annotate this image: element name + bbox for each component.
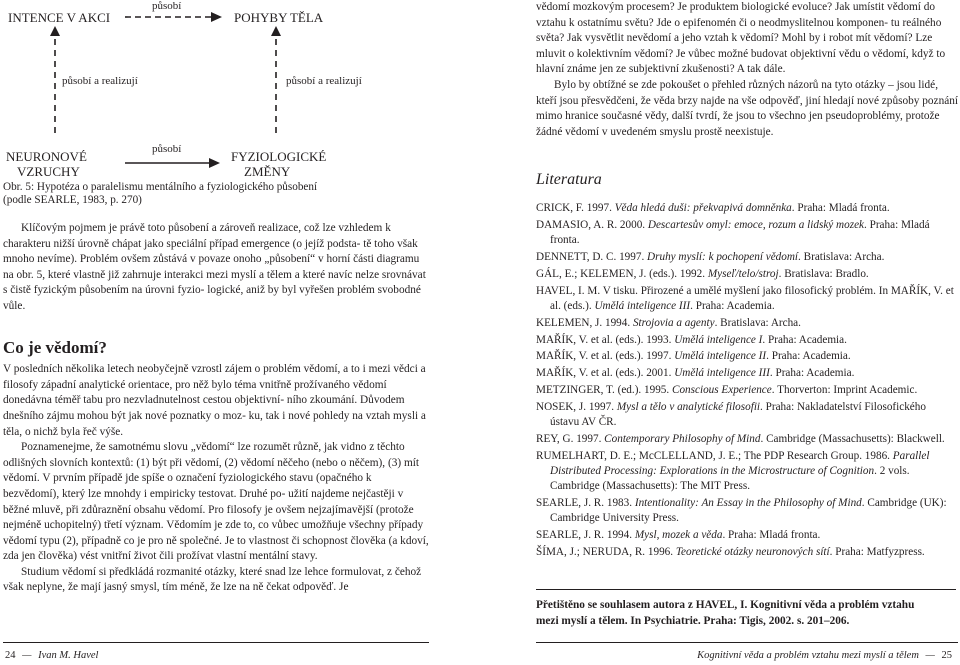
reference-entry: KELEMEN, J. 1994. Strojovia a agenty. Bratislava: Archa.: [536, 316, 801, 329]
diagram-node-intentions: INTENCE V AKCI: [8, 10, 111, 25]
reference-entry: MAŘÍK, V. et al. (eds.). 1997. Umělá inteligence II. Praha: Academia.: [536, 350, 851, 363]
paragraph: vědomí mozkovým procesem? Je produktem biologické evoluce? Jak umístit vědomí do vztahu k ostatnímu světu? Jde o epifenomén či o neodmyslitelnou komponen- tu reálného světa? Jak vysvětlit nevědomí a jeho vztah k vědomí? Mohl by i robot mít vědomí? Lze mluvit o kolektivním vědomí? Je vůbec možné budovat objektivní vědu o vědomí, když to hlavní známe jen ze subjektivní zkušenosti? A tak dále.: [536, 1, 946, 76]
diagram-left-side-label: působí a realizují: [62, 75, 138, 87]
footer-rule-left: [3, 642, 429, 643]
figure-caption: Obr. 5: Hypotéza o paralelismu mentálního a fyziologického působení (podle SEARLE, 1983, p. 270): [3, 181, 318, 206]
diagram-node-body-movements: POHYBY TĚLA: [234, 10, 324, 25]
diagram-node-physiological-changes: FYZIOLOGICKÉ ZMĚNY: [231, 149, 327, 179]
reference-entry: METZINGER, T. (ed.). 1995. Conscious Experience. Thorverton: Imprint Academic.: [536, 384, 918, 397]
reference-entry: MAŘÍK, V. et al. (eds.). 2001. Umělá inteligence III. Praha: Academia.: [536, 367, 855, 380]
footer-left: 24 — Ivan M. Havel: [5, 650, 99, 661]
paragraph: V posledních několika letech neobyčejně vzrostl zájem o problém vědomí, a to i mezi vědci a filosofy západní analytické orientace, pro něž bylo téma vnitřně prožívaného vědomí donedávna téměř tabu pro nezvladnutelnost cestou objektivní- ního zkoumání. Důvodem dnešního zájmu mohou být jak nové poznatky o moz- ku, tak i nové pohledy na vztah mysli a těla, o nichž byla řeč výše.: [3, 363, 426, 438]
page-number-left: 24: [5, 650, 16, 661]
right-column: [536, 0, 960, 140]
top-arrowhead: [211, 12, 222, 22]
literature-heading: Literatura: [536, 171, 602, 188]
reference-entry: SEARLE, J. R. 1994. Mysl, mozek a věda. Praha: Mladá fronta.: [536, 528, 821, 541]
diagram-bottom-arrow-label: působí: [152, 143, 182, 155]
reference-entry: DAMASIO, A. R. 2000. Descartesův omyl: emoce, rozum a lidský mozek. Praha: Mladá fronta.: [536, 218, 930, 246]
reprint-note: Přetištěno se souhlasem autora z HAVEL, I. Kognitivní věda a problém vztahu mezi myslí a tělem. In Psychiatrie. Praha: Tigis, 2002. s. 201–206.: [536, 599, 915, 627]
reference-entry: DENNETT, D. C. 1997. Druhy myslí: k pochopení vědomí. Bratislava: Archa.: [536, 250, 885, 263]
diagram-arrows: [0, 0, 360, 185]
reference-entry: REY, G. 1997. Contemporary Philosophy of Mind. Cambridge (Massachusetts): Blackwell.: [536, 433, 945, 446]
diagram-right-side-label: působí a realizují: [286, 75, 362, 87]
paragraph: Studium vědomí si předkládá rozmanité otázky, které snad lze lehce formulovat, z čehož však neplyne, že mají jasný smysl, tím méně, že lze na ně čekat odpověď. Je: [3, 565, 422, 594]
reference-entry: HAVEL, I. M. V tisku. Přirozené a umělé myšlení jako filosofický problém. In MAŘÍK, V. et al. (eds.). Umělá inteligence III. Praha: Academia.: [536, 284, 954, 312]
divider: [536, 589, 956, 590]
right-arrowhead: [271, 26, 281, 36]
left-column: [3, 221, 429, 596]
diagram-node-neural-firings: NEURONOVÉ VZRUCHY: [6, 149, 87, 179]
page-number-right: 25: [941, 650, 952, 661]
reference-list: [536, 201, 956, 562]
paragraph: Poznamenejme, že samotnému slovu „vědomí“ lze rozumět různě, jak vidno z těchto odlišných slovních kontextů: (1) být při vědomí, (2) vědomí něčeho (nebo o něčem), (3) mít vědomí. V prvním případě jde spíše o označení fyziologického stavu (opačného k bezvědomí), který lze mnohdy i empiricky testovat. Druhé po- užití najdeme nejčastěji v běžné mluvě, při zdůraznění obsahu vědomí. Pro filosofy je ovšem nejzajímavější (protože nejméně uchopitelný) třetí význam. Vědomím je zde to, co vůbec umožňuje všechny případy vědomí typu (2), případně co je pro ně společné. Je to vlastnost či schopnost člověka (a kdoví, zda jen člověka) vést vnitřní život čili prožívat vlastní mentální stavy.: [3, 441, 429, 563]
reference-entry: RUMELHART, D. E.; McCLELLAND, J. E.; The PDP Research Group. 1986. Parallel Distributed Processing: Explorations in the Microstructure of Cognition. 2 vols. Cambridge (Massachusetts): The MIT Press.: [536, 450, 930, 492]
running-title: Kognitivní věda a problém vztahu mezi myslí a tělem: [697, 650, 919, 661]
bottom-arrowhead: [209, 158, 220, 168]
reference-entry: GÁL, E.; KELEMEN, J. (eds.). 1992. Myseľ/telo/stroj. Bratislava: Bradlo.: [536, 267, 869, 280]
section-heading: Co je vědomí?: [3, 337, 107, 357]
running-author: Ivan M. Havel: [38, 650, 99, 661]
paragraph: Bylo by obtížné se zde pokoušet o přehled různých názorů na tyto otázky – jsou lidé, kteří jsou přesvědčeni, že věda brzy najde na vše odpověď, jiní hledají nové způsoby poznání mimo hranice současné vědy, další tvrdí, že jsou to všechno jen pseudoproblémy, protože žádné vědomí v uvedeném smyslu prostě neexistuje.: [536, 78, 959, 138]
footer-right: Kognitivní věda a problém vztahu mezi myslí a tělem — 25: [697, 650, 952, 661]
diagram-top-arrow-label: působí: [152, 0, 182, 12]
reference-entry: MAŘÍK, V. et al. (eds.). 1993. Umělá inteligence I. Praha: Academia.: [536, 333, 847, 346]
reference-entry: SEARLE, J. R. 1983. Intentionality: An Essay in the Philosophy of Mind. Cambridge (UK): Cambridge University Press.: [536, 496, 947, 524]
reference-entry: NOSEK, J. 1997. Mysl a tělo v analytické filosofii. Praha: Nakladatelství Filosofického ústavu AV ČR.: [536, 401, 926, 429]
footer-rule-right: [536, 642, 958, 643]
paragraph: Klíčovým pojmem je právě toto působení a zároveň realizace, což lze vzhledem k charakteru nižší úrovně chápat jako speciální případ emergence (o jejíž podsta- tě toho však mnoho nevíme). Problém ovšem zůstává v povaze onoho „působení“ v horní části diagramu na obr. 5, které vlastně již zahrnuje interakci mezi myslí a tělem a které navíc nelze srovnávat s čistě fyzickým působením na úrovni fyzio- logické, aniž by byl vyřešen problém svobodné vůle.: [3, 222, 426, 312]
reference-entry: ŠÍMA, J.; NERUDA, R. 1996. Teoretické otázky neuronových sítí. Praha: Matfyzpress.: [536, 545, 925, 558]
reference-entry: CRICK, F. 1997. Věda hledá duši: překvapivá domněnka. Praha: Mladá fronta.: [536, 202, 890, 214]
left-arrowhead: [50, 26, 60, 36]
